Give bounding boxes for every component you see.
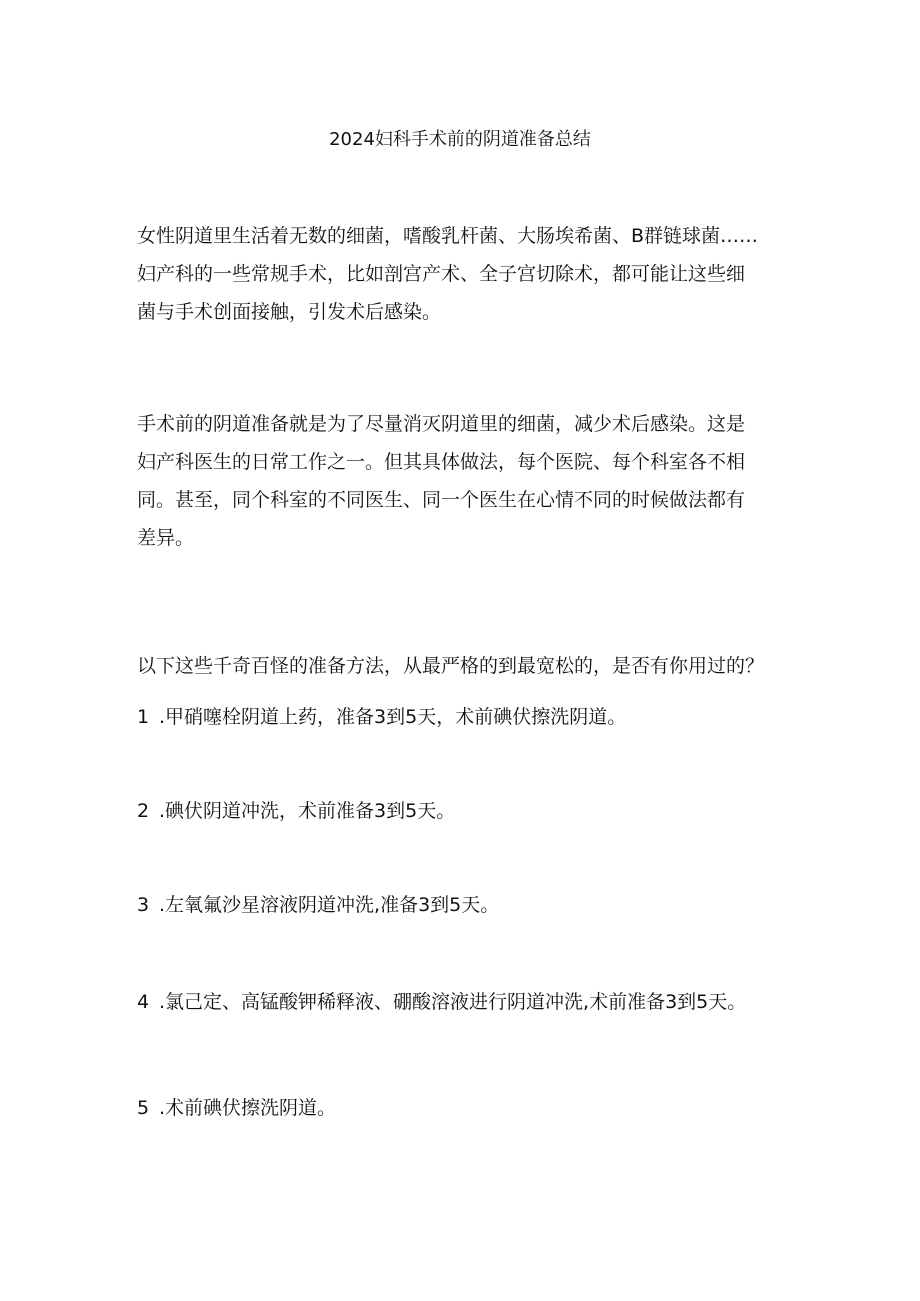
paragraph-preparation [137, 405, 797, 557]
paragraph-intro [137, 217, 797, 331]
list-item-text: .氯己定、高锰酸钾稀释液、硼酸溶液进行阴道冲洗,术前准备3到5天。 [159, 991, 747, 1013]
paragraph-line: 女性阴道里生活着无数的细菌，嗜酸乳杆菌、大肠埃希菌、B群链球菌…… [137, 225, 759, 247]
list-item-number: 4 [137, 991, 150, 1013]
paragraph-line: 妇产科的一些常规手术，比如剖宫产术、全子宫切除术，都可能让这些细 [137, 263, 746, 285]
list-item-text: .左氧氟沙星溶液阴道冲洗,准备3到5天。 [159, 894, 500, 916]
paragraph-line: 以下这些千奇百怪的准备方法，从最严格的到最宽松的，是否有你用过的？ [137, 655, 765, 677]
paragraph-line: 同。甚至，同个科室的不同医生、同一个医生在心情不同的时候做法都有 [137, 489, 746, 511]
list-item [137, 703, 817, 731]
list-item-number: 3 [137, 894, 150, 916]
list-item-text: .术前碘伏擦洗阴道。 [159, 1097, 337, 1119]
list-item-number: 5 [137, 1097, 150, 1119]
paragraph-line: 妇产科医生的日常工作之一。但其具体做法，每个医院、每个科室各不相 [137, 451, 746, 473]
list-item-number: 1 [137, 706, 150, 728]
list-item-text: .碘伏阴道冲洗，术前准备3到5天。 [159, 800, 456, 822]
list-item [137, 797, 817, 825]
paragraph-methods-intro [137, 647, 797, 685]
paragraph-line: 手术前的阴道准备就是为了尽量消灭阴道里的细菌，减少术后感染。这是 [137, 413, 746, 435]
list-item [137, 1094, 817, 1122]
list-item [137, 988, 817, 1016]
list-item [137, 891, 817, 919]
list-item-text: .甲硝噻栓阴道上药，准备3到5天，术前碘伏擦洗阴道。 [159, 706, 627, 728]
list-item-number: 2 [137, 800, 150, 822]
paragraph-line: 菌与手术创面接触，引发术后感染。 [137, 301, 442, 323]
document-title: 2024妇科手术前的阴道准备总结 [329, 129, 591, 150]
paragraph-line: 差异。 [137, 527, 195, 549]
